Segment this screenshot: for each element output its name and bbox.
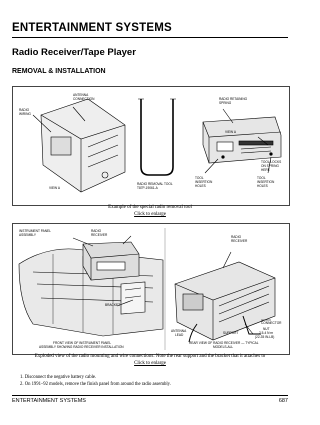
label-front-view-2: ASSEMBLY SHOWING RADIO RECEIVER INSTALLATION bbox=[39, 345, 124, 349]
label-nut-2: 2.5-4 N·m bbox=[259, 331, 274, 335]
label-radio-receiver-rear-1: RADIO bbox=[231, 235, 242, 239]
figure1-enlarge-link[interactable]: Click to enlarge bbox=[134, 212, 166, 217]
footer-rule bbox=[12, 395, 288, 396]
label-insertion-2a: TOOL bbox=[257, 176, 266, 180]
label-connector: CONNECTOR bbox=[261, 321, 282, 325]
step-item: 1. Disconnect the negative battery cable. bbox=[20, 375, 97, 380]
label-radio-receiver-2: RECEIVER bbox=[91, 233, 108, 237]
label-bracket: BRACKET bbox=[105, 303, 121, 307]
procedure-steps bbox=[20, 374, 171, 388]
label-radio-receiver-1: RADIO bbox=[91, 229, 102, 233]
footer-section-name: ENTERTAINMENT SYSTEMS bbox=[12, 398, 86, 404]
footer-page-number: 687 bbox=[278, 398, 288, 404]
radio-removal-tool-illustration bbox=[13, 87, 289, 205]
label-radio: RADIO bbox=[19, 108, 30, 112]
label-wiring: WIRING bbox=[19, 112, 31, 116]
label-retaining: RADIO RETAINING bbox=[219, 97, 248, 101]
label-connection: CONNECTION bbox=[73, 97, 95, 101]
label-antenna: ANTENNA bbox=[73, 93, 89, 97]
step-item: 2. On 1991–92 models, remove the finish panel from around the radio assembly. bbox=[20, 382, 171, 387]
radio-mounting-illustration bbox=[13, 224, 289, 354]
label-view-a-right: VIEW A bbox=[225, 130, 236, 134]
section-subtitle: REMOVAL & INSTALLATION bbox=[12, 68, 106, 75]
label-insertion-1c: HOLES bbox=[195, 184, 206, 188]
figure-radio-removal-tool bbox=[12, 86, 290, 206]
label-front-view-1: FRONT VIEW OF INSTRUMENT PANEL bbox=[53, 341, 112, 345]
label-removal-tool: RADIO REMOVAL TOOL bbox=[137, 182, 173, 186]
label-tool-locks-2: ON SPRING bbox=[261, 164, 279, 168]
header-rule bbox=[12, 37, 288, 38]
label-tool-number: T87P-19061-A bbox=[137, 186, 158, 190]
figure2-enlarge-link[interactable]: Click to enlarge bbox=[134, 361, 166, 366]
label-view-a-left: VIEW A bbox=[49, 186, 60, 190]
label-tool-locks-1: TOOL LOCKS bbox=[261, 160, 282, 164]
label-radio-receiver-rear-2: RECEIVER bbox=[231, 239, 248, 243]
label-rear-view-1: REAR VIEW OF RADIO RECEIVER — TYPICAL bbox=[189, 341, 259, 345]
label-insertion-1b: INSERTION bbox=[195, 180, 213, 184]
figure-radio-mounting-exploded-view bbox=[12, 223, 290, 355]
label-tool-locks-3: HERE bbox=[261, 168, 270, 172]
label-nut-1: NUT bbox=[263, 327, 270, 331]
label-nut-3: (22-35 IN-LB) bbox=[255, 335, 275, 339]
label-insertion-1a: TOOL bbox=[195, 176, 204, 180]
label-insertion-2c: HOLES bbox=[257, 184, 268, 188]
label-instrument-panel-1: INSTRUMENT PANEL bbox=[19, 229, 51, 233]
label-support: SUPPORT bbox=[223, 331, 239, 335]
label-rear-view-2: MODELS-ALL bbox=[213, 345, 234, 349]
label-antenna-lead-2: LEAD bbox=[175, 333, 184, 337]
label-spring: SPRING bbox=[219, 101, 232, 105]
label-instrument-panel-2: ASSEMBLY bbox=[19, 233, 36, 237]
label-insertion-2b: INSERTION bbox=[257, 180, 275, 184]
section-title: Radio Receiver/Tape Player bbox=[12, 47, 136, 58]
figure1-caption: Example of the special radio removal tool bbox=[108, 205, 192, 210]
figure2-caption: Exploded view of the radio mounting and wire connections. Note the rear support and the bracket that it attaches to bbox=[34, 354, 266, 359]
page-header-title: ENTERTAINMENT SYSTEMS bbox=[12, 22, 172, 34]
label-antenna-lead-1: ANTENNA bbox=[171, 329, 187, 333]
